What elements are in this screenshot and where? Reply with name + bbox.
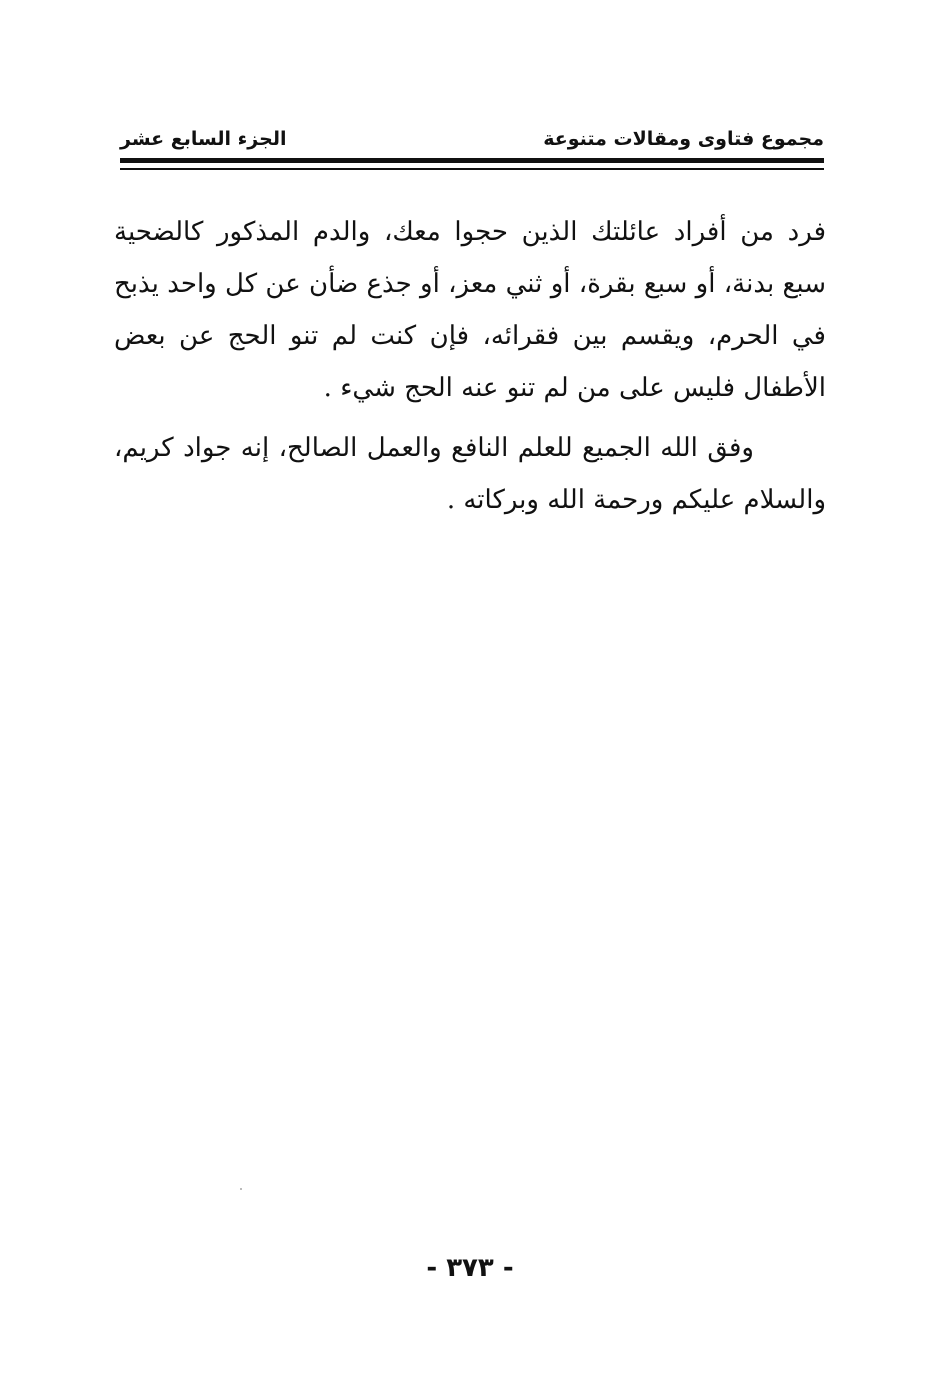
header-rule-thin [120, 168, 824, 170]
paragraph-1: فرد من أفراد عائلتك الذين حجوا معك، والدم المذكور كالضحية سبع بدنة، أو سبع بقرة، أو ثني معز، أو جذع ضأن عن كل واحد يذبح في الحرم، ويقسم بين فقرائه، فإن كنت لم تنو الحج عن بعض الأطفال فليس على من لم تنو عنه الحج شيء . [114, 217, 826, 403]
book-title: مجموع فتاوى ومقالات متنوعة [543, 128, 824, 150]
volume-label: الجزء السابع عشر [120, 128, 287, 150]
header-rule-thick [120, 158, 824, 163]
paragraph-2: وفق الله الجميع للعلم النافع والعمل الصالح، إنه جواد كريم، والسلام عليكم ورحمة الله وبركاته . [114, 433, 826, 515]
body-text [114, 206, 826, 526]
running-header [120, 122, 824, 156]
scan-speck [240, 1188, 242, 1190]
page-number: - ٣٧٣ - [426, 1253, 514, 1283]
